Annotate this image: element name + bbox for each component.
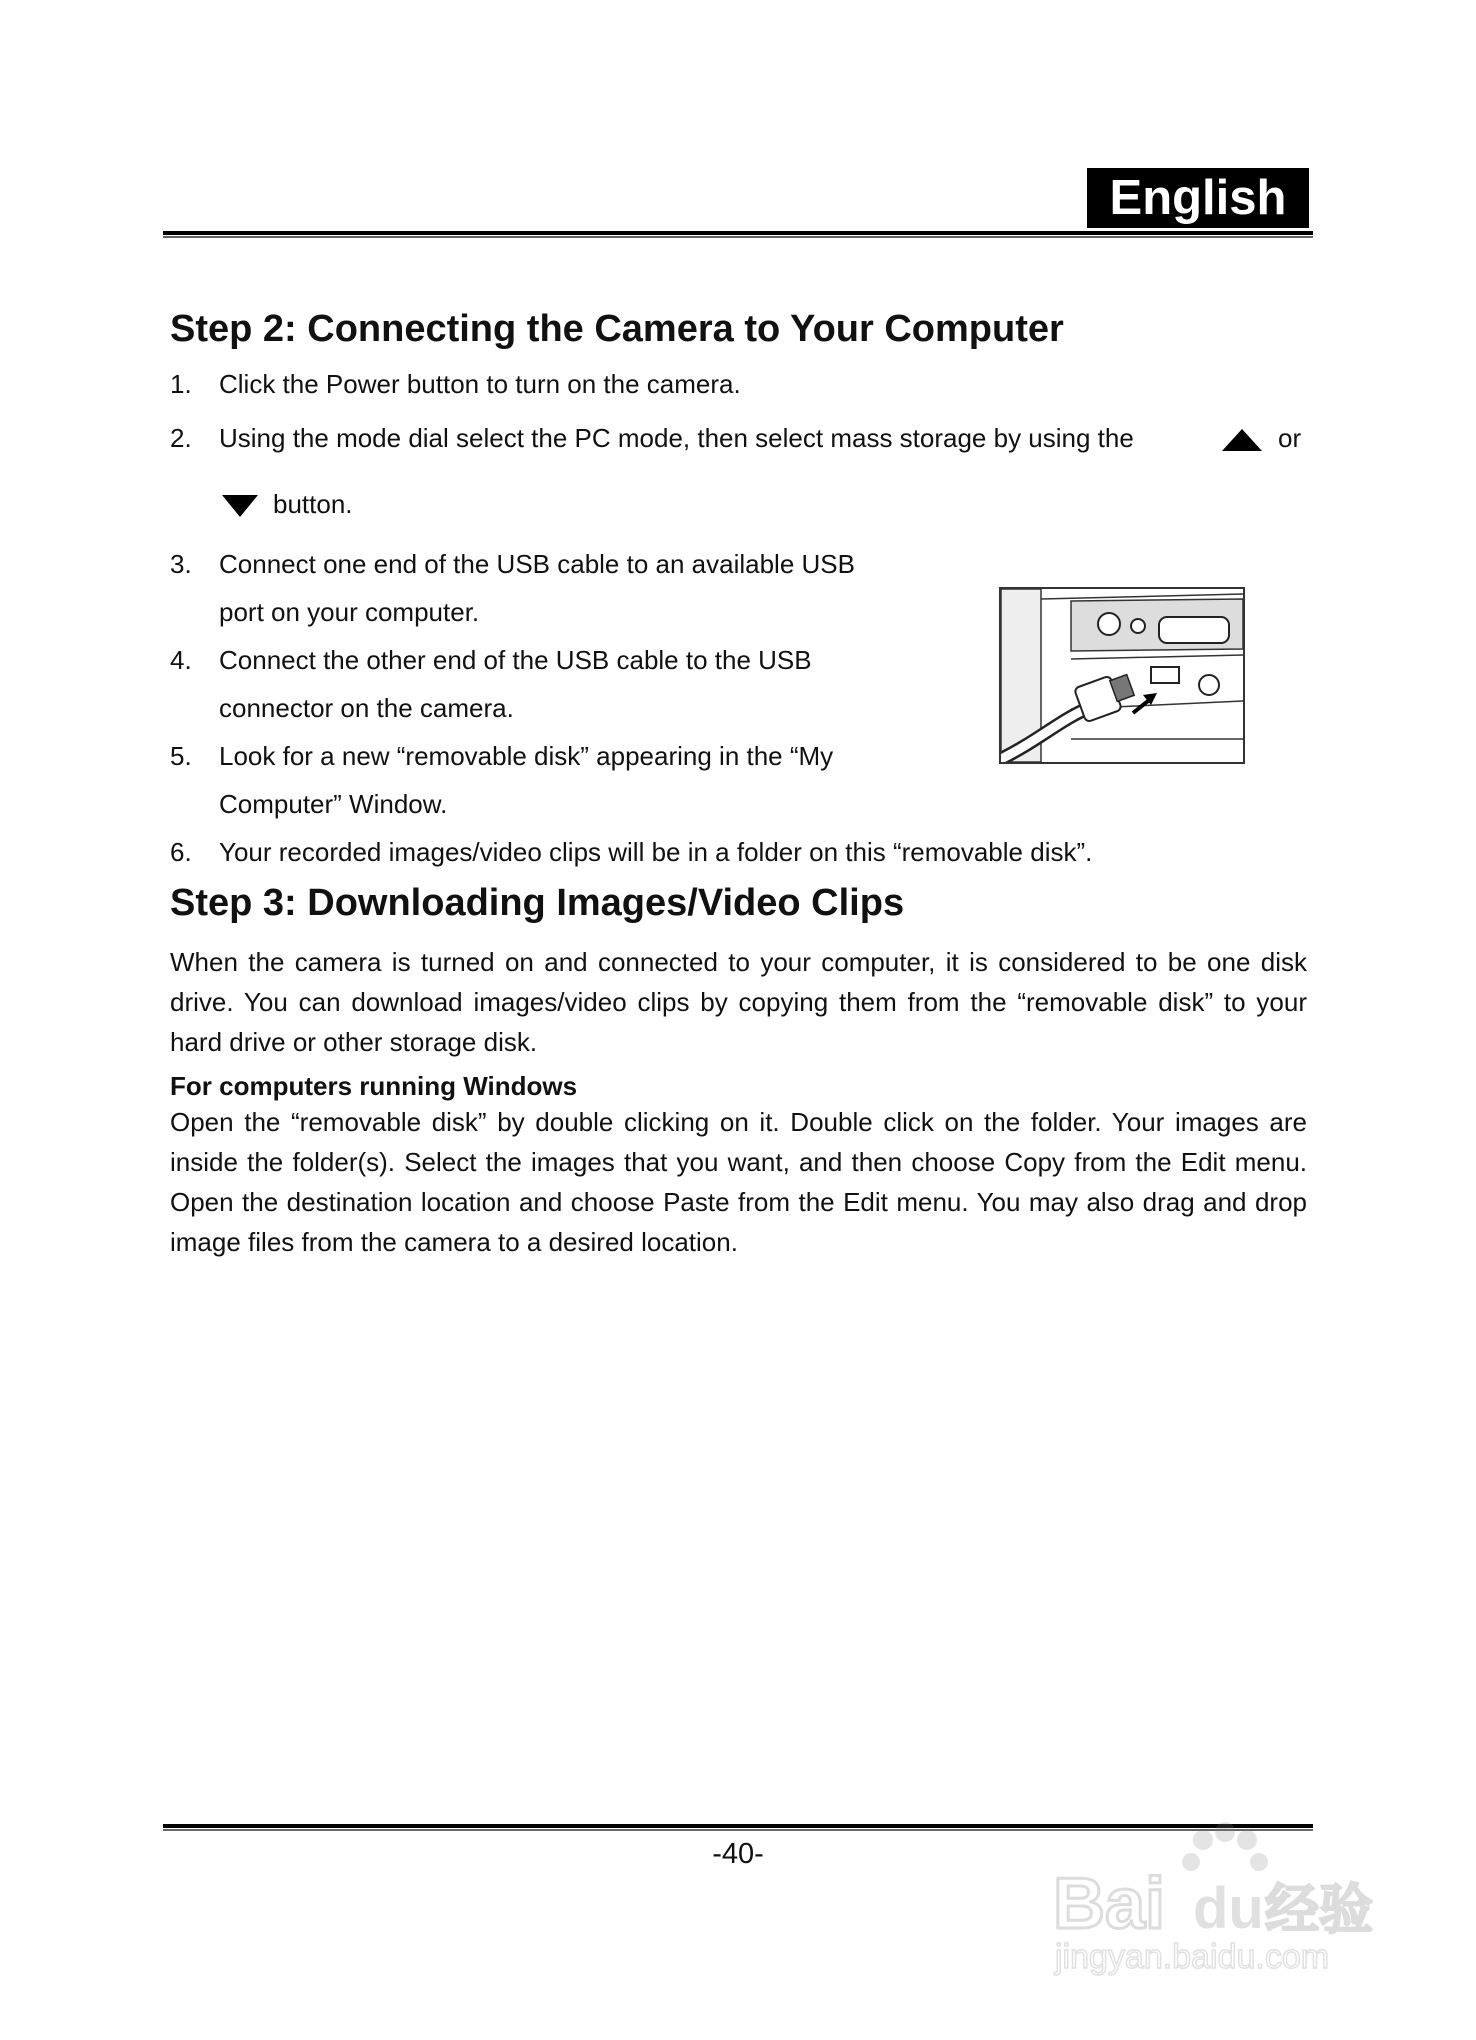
list-item-number: 3.: [170, 549, 192, 579]
list-item-text: Using the mode dial select the PC mode, then select mass storage by using the: [219, 423, 1134, 453]
baidu-watermark: [1043, 1818, 1403, 1978]
list-item-text: Connect the other end of the USB cable to the USB: [219, 645, 812, 675]
windows-instructions: Open the “removable disk” by double clicking on it. Double click on the folder. Your images are inside the folder(s). Select the images that you want, and then choose Copy from the Edit menu. Open the destination location and choose Paste from the Edit menu. You may also drag and drop image files from the camera to a desired location.: [170, 1107, 1307, 1257]
list-item-number: 1.: [170, 369, 192, 399]
step3-intro: When the camera is turned on and connected to your computer, it is considered to be one disk drive. You can download images/video clips by copying them from the “removable disk” to your hard drive or other storage disk.: [170, 947, 1307, 1057]
page-number: -40-: [712, 1838, 764, 1870]
language-badge: English: [1087, 168, 1309, 228]
list-item-text: Connect one end of the USB cable to an available USB: [219, 549, 855, 579]
header-rule: [163, 231, 1313, 235]
list-item-number: 4.: [170, 645, 192, 675]
down-arrow-icon: [222, 493, 258, 524]
step2-heading: Step 2: Connecting the Camera to Your Computer: [170, 308, 1064, 350]
watermark-brand-du: du: [1193, 1876, 1264, 1941]
list-item-text: Click the Power button to turn on the camera.: [219, 369, 741, 399]
list-item-text: connector on the camera.: [219, 693, 514, 723]
watermark-brand-cn: 经验: [1265, 1878, 1373, 1941]
list-item-text-end: or: [1278, 423, 1302, 453]
list-item-text: Your recorded images/video clips will be in a folder on this “removable disk”.: [219, 837, 1093, 867]
usb-connection-illustration: [999, 587, 1245, 764]
watermark-brand: Bai: [1053, 1864, 1166, 1944]
windows-subheading: For computers running Windows: [170, 1071, 578, 1101]
watermark-domain: jingyan.baidu.com: [1055, 1938, 1330, 1976]
list-item-number: 6.: [170, 837, 192, 867]
list-item-text: Look for a new “removable disk” appearing in the “My: [219, 741, 834, 771]
list-item-text: port on your computer.: [219, 597, 480, 627]
list-item-number: 2.: [170, 423, 192, 453]
list-item-text: button.: [273, 489, 353, 519]
step3-heading: Step 3: Downloading Images/Video Clips: [170, 882, 905, 924]
up-arrow-icon: [1222, 427, 1262, 458]
header-rule-shadow: [163, 236, 1313, 238]
list-item-text: Computer” Window.: [219, 789, 448, 819]
list-item-number: 5.: [170, 741, 192, 771]
